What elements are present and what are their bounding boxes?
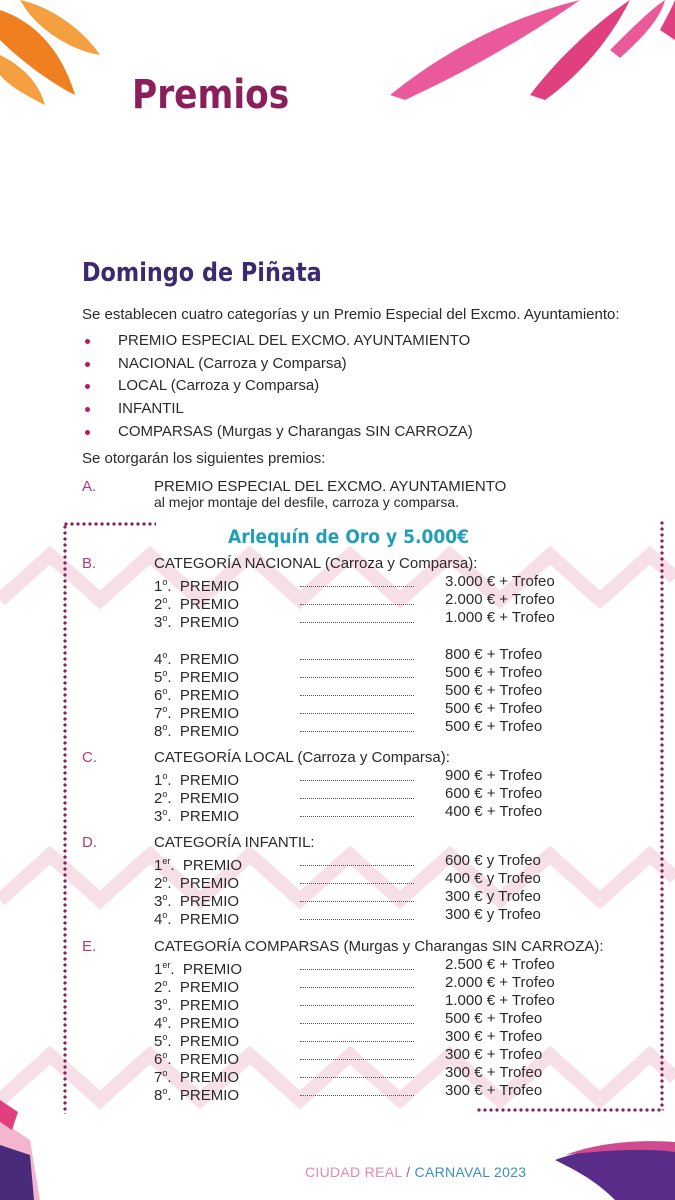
prize-number: 3 (154, 893, 163, 910)
prize-ordinal: o (162, 595, 168, 605)
prize-amount: 500 € + Trofeo (445, 664, 543, 681)
prize-ordinal: er (162, 856, 171, 866)
prize-ordinal: er (162, 960, 171, 970)
prize-amount: 400 € + Trofeo (445, 803, 543, 820)
category-letter: A. (82, 478, 97, 495)
prize-number: 4 (154, 651, 163, 668)
dotted-leader (300, 1005, 414, 1006)
prize-label: 4$^o$. PREMIO (154, 1014, 240, 1032)
prize-amount: 2.500 € + Trofeo (445, 956, 555, 973)
prize-amount: 400 € y Trofeo (445, 870, 541, 887)
prize-number: 3 (154, 997, 163, 1014)
prize-amount: 1.000 € + Trofeo (445, 609, 555, 626)
footer (305, 1164, 526, 1180)
prize-word: PREMIO (179, 669, 240, 686)
prize-label: 1er. PREMIO (154, 856, 243, 874)
prize-number: 4 (154, 911, 163, 928)
category-list (82, 330, 473, 443)
category-title: CATEGORÍA COMPARSAS (Murgas y Charangas SIN CARROZA): (154, 938, 604, 955)
footer-separator: / (406, 1164, 411, 1180)
prize-word: PREMIO (179, 808, 240, 825)
dotted-border (660, 520, 664, 1110)
prize-ordinal: o (162, 650, 168, 660)
prize-amount: 600 € y Trofeo (445, 852, 541, 869)
prize-number: 7 (154, 1069, 163, 1086)
prize-amount: 300 € + Trofeo (445, 1046, 543, 1063)
category-letter: B. (82, 555, 97, 572)
prize-word: PREMIO (182, 961, 243, 978)
prize-ordinal: o (162, 996, 168, 1006)
prize-ordinal: o (162, 1068, 168, 1078)
prize-ordinal: o (162, 1050, 168, 1060)
prize-label: 2$^o$. PREMIO (154, 595, 240, 613)
prize-word: PREMIO (179, 614, 240, 631)
prize-label: 2$^o$. PREMIO (154, 789, 240, 807)
prize-amount: 2.000 € + Trofeo (445, 974, 555, 991)
dotted-leader (300, 1041, 414, 1042)
prize-number: 2 (154, 875, 163, 892)
prize-label: 8$^o$. PREMIO (154, 1086, 240, 1104)
prize-word: PREMIO (179, 875, 240, 892)
prize-word: PREMIO (179, 1087, 240, 1104)
prize-label: 4$^o$. PREMIO (154, 910, 240, 928)
dotted-leader (300, 1077, 414, 1078)
prize-ordinal: o (162, 892, 168, 902)
prize-number: 8 (154, 723, 163, 740)
prize-word: PREMIO (179, 790, 240, 807)
dotted-leader (300, 798, 414, 799)
prize-word: PREMIO (179, 596, 240, 613)
prize-label: 5$^o$. PREMIO (154, 1032, 240, 1050)
prize-word: PREMIO (179, 772, 240, 789)
prize-word: PREMIO (179, 1015, 240, 1032)
prize-label: 2$^o$. PREMIO (154, 874, 240, 892)
dotted-leader (300, 1095, 414, 1096)
zigzag-decoration (0, 540, 675, 610)
prize-number: 2 (154, 979, 163, 996)
prize-ordinal: o (162, 686, 168, 696)
prize-amount: 500 € + Trofeo (445, 682, 543, 699)
dotted-leader (300, 1023, 414, 1024)
prize-number: 6 (154, 687, 163, 704)
prize-number: 1 (154, 578, 163, 595)
prize-ordinal: o (162, 910, 168, 920)
list-item: INFANTIL (82, 398, 473, 421)
prize-ordinal: o (162, 1014, 168, 1024)
footer-event: CARNAVAL 2023 (414, 1164, 527, 1180)
prize-amount: 300 € y Trofeo (445, 906, 541, 923)
special-prize-subtitle: al mejor montaje del desfile, carroza y comparsa. (154, 494, 460, 510)
prize-number: 5 (154, 1033, 163, 1050)
dotted-leader (300, 816, 414, 817)
dotted-leader (300, 780, 414, 781)
prize-amount: 1.000 € + Trofeo (445, 992, 555, 1009)
prize-number: 7 (154, 705, 163, 722)
prize-word: PREMIO (179, 651, 240, 668)
prize-label: 2$^o$. PREMIO (154, 978, 240, 996)
category-title: CATEGORÍA NACIONAL (Carroza y Comparsa): (154, 555, 478, 572)
category-letter: D. (82, 834, 97, 851)
prize-word: PREMIO (179, 893, 240, 910)
dotted-leader (300, 659, 414, 660)
bullet-icon (85, 339, 90, 344)
dotted-leader (300, 987, 414, 988)
dotted-leader (300, 901, 414, 902)
prize-number: 1 (154, 961, 163, 978)
prize-number: 3 (154, 614, 163, 631)
prize-word: PREMIO (179, 723, 240, 740)
prize-label: 6$^o$. PREMIO (154, 1050, 240, 1068)
prize-number: 4 (154, 1015, 163, 1032)
prizes-intro: Se otorgarán los siguientes premios: (82, 450, 326, 467)
prize-label: 1er. PREMIO (154, 960, 243, 978)
dotted-leader (300, 604, 414, 605)
prize-amount: 500 € + Trofeo (445, 718, 543, 735)
dotted-leader (300, 622, 414, 623)
category-letter: C. (82, 749, 97, 766)
prize-label: 5$^o$. PREMIO (154, 668, 240, 686)
prize-label: 4$^o$. PREMIO (154, 650, 240, 668)
dotted-leader (300, 969, 414, 970)
dotted-border (63, 524, 67, 1114)
prize-label: 7$^o$. PREMIO (154, 1068, 240, 1086)
list-item: LOCAL (Carroza y Comparsa) (82, 375, 473, 398)
list-item: PREMIO ESPECIAL DEL EXCMO. AYUNTAMIENTO (82, 330, 473, 353)
prize-label: 1$^o$. PREMIO (154, 577, 240, 595)
bullet-icon (85, 430, 90, 435)
dotted-leader (300, 1059, 414, 1060)
dotted-leader (300, 586, 414, 587)
prize-ordinal: o (162, 668, 168, 678)
prize-amount: 300 € + Trofeo (445, 1082, 543, 1099)
prize-label: 3$^o$. PREMIO (154, 807, 240, 825)
prize-ordinal: o (162, 704, 168, 714)
prize-amount: 300 € + Trofeo (445, 1064, 543, 1081)
prize-number: 1 (154, 772, 163, 789)
prize-ordinal: o (162, 613, 168, 623)
prize-label: 8$^o$. PREMIO (154, 722, 240, 740)
prize-label: 3$^o$. PREMIO (154, 892, 240, 910)
prize-ordinal: o (162, 771, 168, 781)
prize-word: PREMIO (179, 1051, 240, 1068)
prize-amount: 500 € + Trofeo (445, 1010, 543, 1027)
prize-number: 2 (154, 596, 163, 613)
dotted-leader (300, 865, 414, 866)
prize-amount: 900 € + Trofeo (445, 767, 543, 784)
zigzag-decoration (0, 1040, 675, 1110)
prize-word: PREMIO (179, 705, 240, 722)
category-title: CATEGORÍA LOCAL (Carroza y Comparsa): (154, 749, 450, 766)
category-title: CATEGORÍA INFANTIL: (154, 834, 315, 851)
intro-text: Se establecen cuatro categorías y un Premio Especial del Excmo. Ayuntamiento: (82, 306, 620, 323)
prize-label: 3$^o$. PREMIO (154, 613, 240, 631)
dotted-leader (300, 677, 414, 678)
leaf-decoration-top-right (380, 0, 675, 100)
prize-word: PREMIO (182, 857, 243, 874)
dotted-leader (300, 731, 414, 732)
dotted-leader (300, 883, 414, 884)
prize-word: PREMIO (179, 687, 240, 704)
prize-ordinal: o (162, 807, 168, 817)
prize-number: 8 (154, 1087, 163, 1104)
prize-label: 7$^o$. PREMIO (154, 704, 240, 722)
dotted-leader (300, 695, 414, 696)
prize-amount: 800 € + Trofeo (445, 646, 543, 663)
special-prize-title: PREMIO ESPECIAL DEL EXCMO. AYUNTAMIENTO (154, 478, 507, 495)
prize-ordinal: o (162, 1086, 168, 1096)
bullet-icon (85, 362, 90, 367)
prize-word: PREMIO (179, 911, 240, 928)
leaf-decoration-top-left (0, 0, 110, 110)
prize-label: 1$^o$. PREMIO (154, 771, 240, 789)
prize-number: 5 (154, 669, 163, 686)
prize-amount: 300 € + Trofeo (445, 1028, 543, 1045)
dotted-leader (300, 713, 414, 714)
prize-word: PREMIO (179, 578, 240, 595)
prize-amount: 2.000 € + Trofeo (445, 591, 555, 608)
list-item: NACIONAL (Carroza y Comparsa) (82, 353, 473, 376)
special-prize-award: Arlequín de Oro y 5.000€ (228, 526, 470, 548)
dotted-border (476, 1108, 664, 1112)
prize-ordinal: o (162, 577, 168, 587)
prize-ordinal: o (162, 1032, 168, 1042)
prize-number: 3 (154, 808, 163, 825)
section-title: Domingo de Piñata (82, 258, 322, 288)
prize-word: PREMIO (179, 1069, 240, 1086)
prize-number: 6 (154, 1051, 163, 1068)
page-title: Premios (132, 72, 290, 118)
zigzag-decoration (0, 840, 675, 910)
prize-ordinal: o (162, 978, 168, 988)
prize-word: PREMIO (179, 1033, 240, 1050)
prize-amount: 600 € + Trofeo (445, 785, 543, 802)
prize-ordinal: o (162, 789, 168, 799)
prize-ordinal: o (162, 722, 168, 732)
bullet-icon (85, 407, 90, 412)
footer-city: CIUDAD REAL (305, 1164, 402, 1180)
prize-ordinal: o (162, 874, 168, 884)
bullet-icon (85, 384, 90, 389)
prize-amount: 500 € + Trofeo (445, 700, 543, 717)
prize-word: PREMIO (179, 979, 240, 996)
dotted-border (63, 522, 156, 526)
swoosh-decoration-bottom-right (555, 1140, 675, 1200)
prize-number: 1 (154, 857, 163, 874)
dotted-leader (300, 919, 414, 920)
list-item: COMPARSAS (Murgas y Charangas SIN CARROZA) (82, 421, 473, 444)
prize-word: PREMIO (179, 997, 240, 1014)
prize-label: 6$^o$. PREMIO (154, 686, 240, 704)
prize-number: 2 (154, 790, 163, 807)
prize-amount: 300 € y Trofeo (445, 888, 541, 905)
prize-label: 3$^o$. PREMIO (154, 996, 240, 1014)
prize-amount: 3.000 € + Trofeo (445, 573, 555, 590)
category-letter: E. (82, 938, 97, 955)
